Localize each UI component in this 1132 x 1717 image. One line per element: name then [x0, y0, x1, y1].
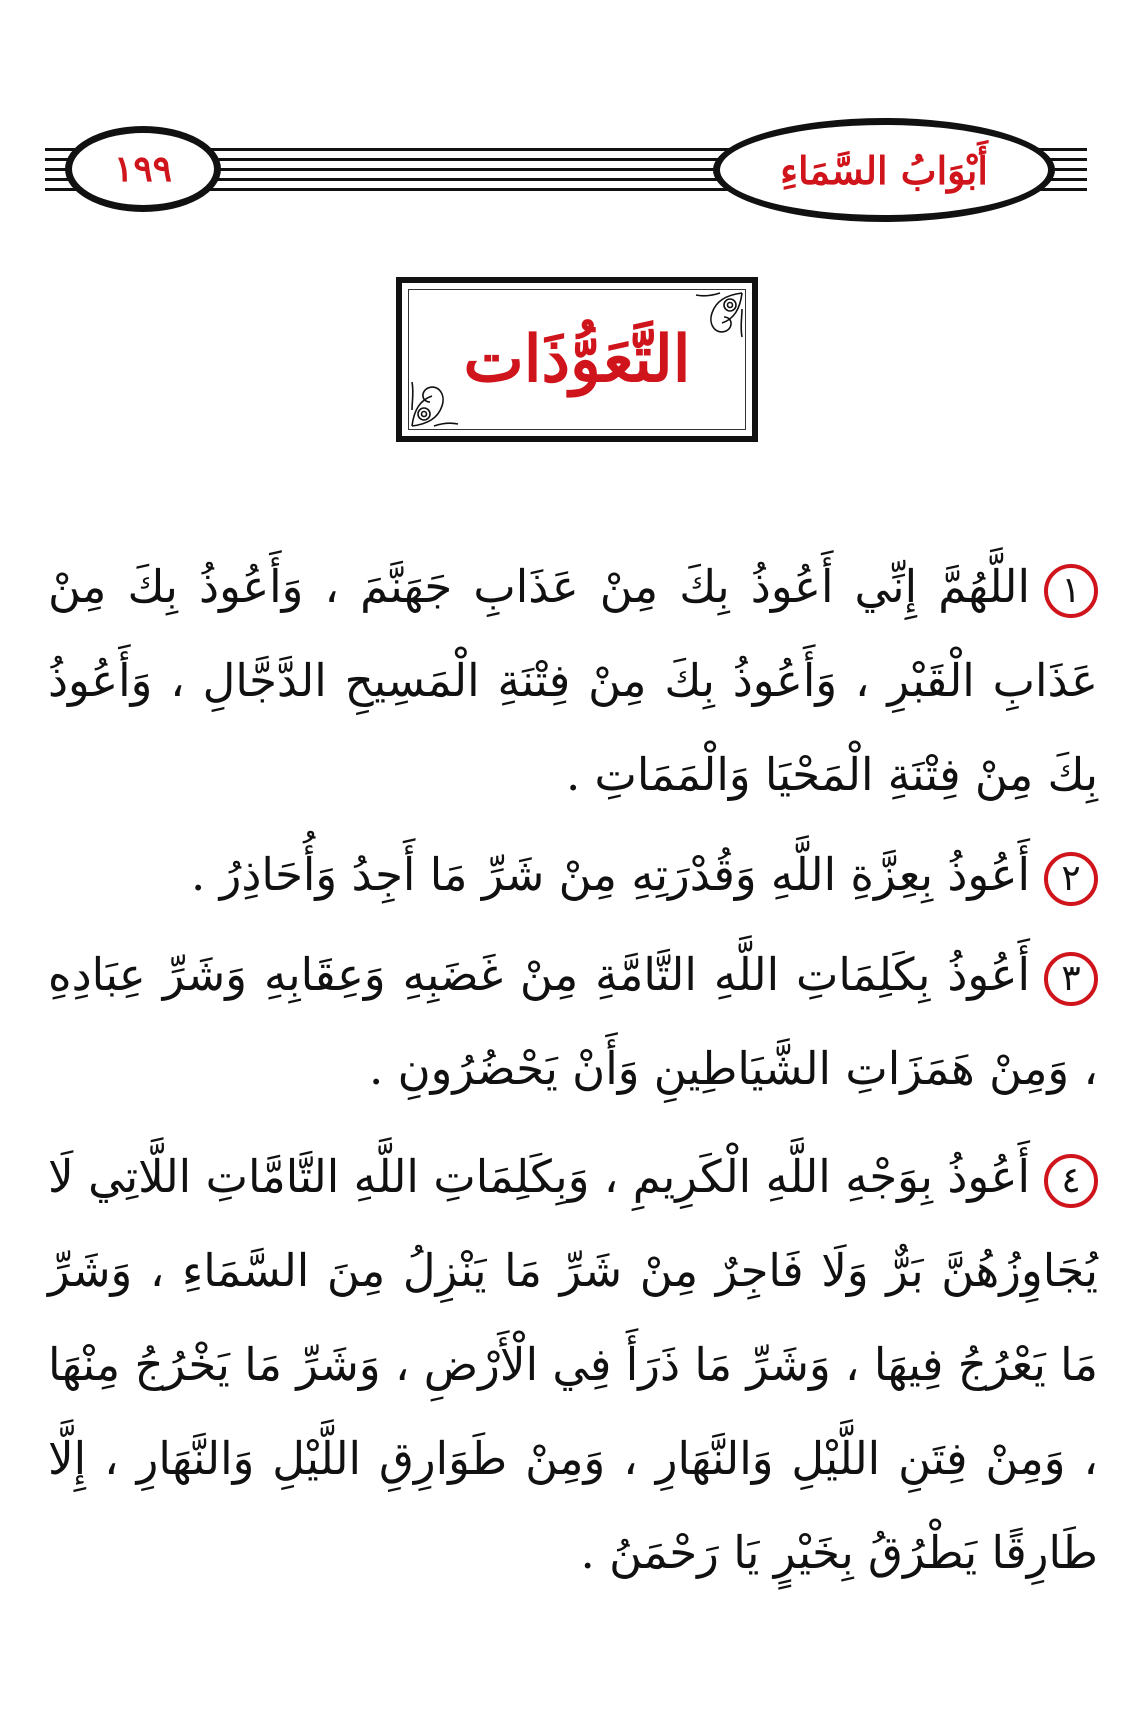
corner-ornament-icon: [410, 370, 468, 428]
supplication-2: [48, 828, 1098, 922]
section-title-oval: [713, 118, 1055, 222]
supplication-number: ٤: [1044, 1154, 1098, 1208]
supplication-4: [48, 1130, 1098, 1600]
supplication-number: ٢: [1044, 852, 1098, 906]
supplication-text: أَعُوذُ بِوَجْهِ اللَّهِ الْكَرِيمِ ، وَبِكَلِمَاتِ اللَّهِ التَّامَّاتِ اللَّاتِي لَا يُجَاوِزُهُنَّ بَرٌّ وَلَا فَاجِرٌ مِنْ شَرِّ مَا يَنْزِلُ مِنَ السَّمَاءِ ، وَشَرِّ مَا يَعْرُجُ فِيهَا ، وَشَرِّ مَا ذَرَأَ فِي الْأَرْضِ ، وَشَرِّ مَا يَخْرُجُ مِنْهَا ، وَمِنْ فِتَنِ اللَّيْلِ وَالنَّهَارِ ، وَمِنْ طَوَارِقِ اللَّيْلِ وَالنَّهَارِ ، إِلَّا طَارِقًا يَطْرُقُ بِخَيْرٍ يَا رَحْمَنُ .: [48, 1150, 1098, 1579]
supplication-text: أَعُوذُ بِعِزَّةِ اللَّهِ وَقُدْرَتِهِ مِنْ شَرِّ مَا أَجِدُ وَأُحَاذِرُ .: [191, 848, 1030, 901]
section-title: أَبْوَابُ السَّمَاءِ: [780, 147, 988, 193]
chapter-heading-box: [396, 277, 758, 442]
supplication-number: ١: [1044, 564, 1098, 618]
running-header: [45, 118, 1087, 222]
supplication-3: [48, 928, 1098, 1116]
supplication-text: أَعُوذُ بِكَلِمَاتِ اللَّهِ التَّامَّةِ مِنْ غَضَبِهِ وَعِقَابِهِ وَشَرِّ عِبَادِهِ ، وَمِنْ هَمَزَاتِ الشَّيَاطِينِ وَأَنْ يَحْضُرُونِ .: [48, 948, 1098, 1095]
supplication-number: ٣: [1044, 952, 1098, 1006]
chapter-title: التَّعَوُّذَات: [463, 322, 691, 397]
page-number: ١٩٩: [113, 148, 172, 190]
corner-ornament-icon: [686, 291, 744, 349]
supplication-1: [48, 540, 1098, 822]
page-number-oval: [65, 126, 221, 212]
supplications-text: [48, 540, 1098, 1606]
supplication-text: اللَّهُمَّ إِنِّي أَعُوذُ بِكَ مِنْ عَذَابِ جَهَنَّمَ ، وَأَعُوذُ بِكَ مِنْ عَذَابِ الْقَبْرِ ، وَأَعُوذُ بِكَ مِنْ فِتْنَةِ الْمَسِيحِ الدَّجَّالِ ، وَأَعُوذُ بِكَ مِنْ فِتْنَةِ الْمَحْيَا وَالْمَمَاتِ .: [48, 560, 1098, 801]
